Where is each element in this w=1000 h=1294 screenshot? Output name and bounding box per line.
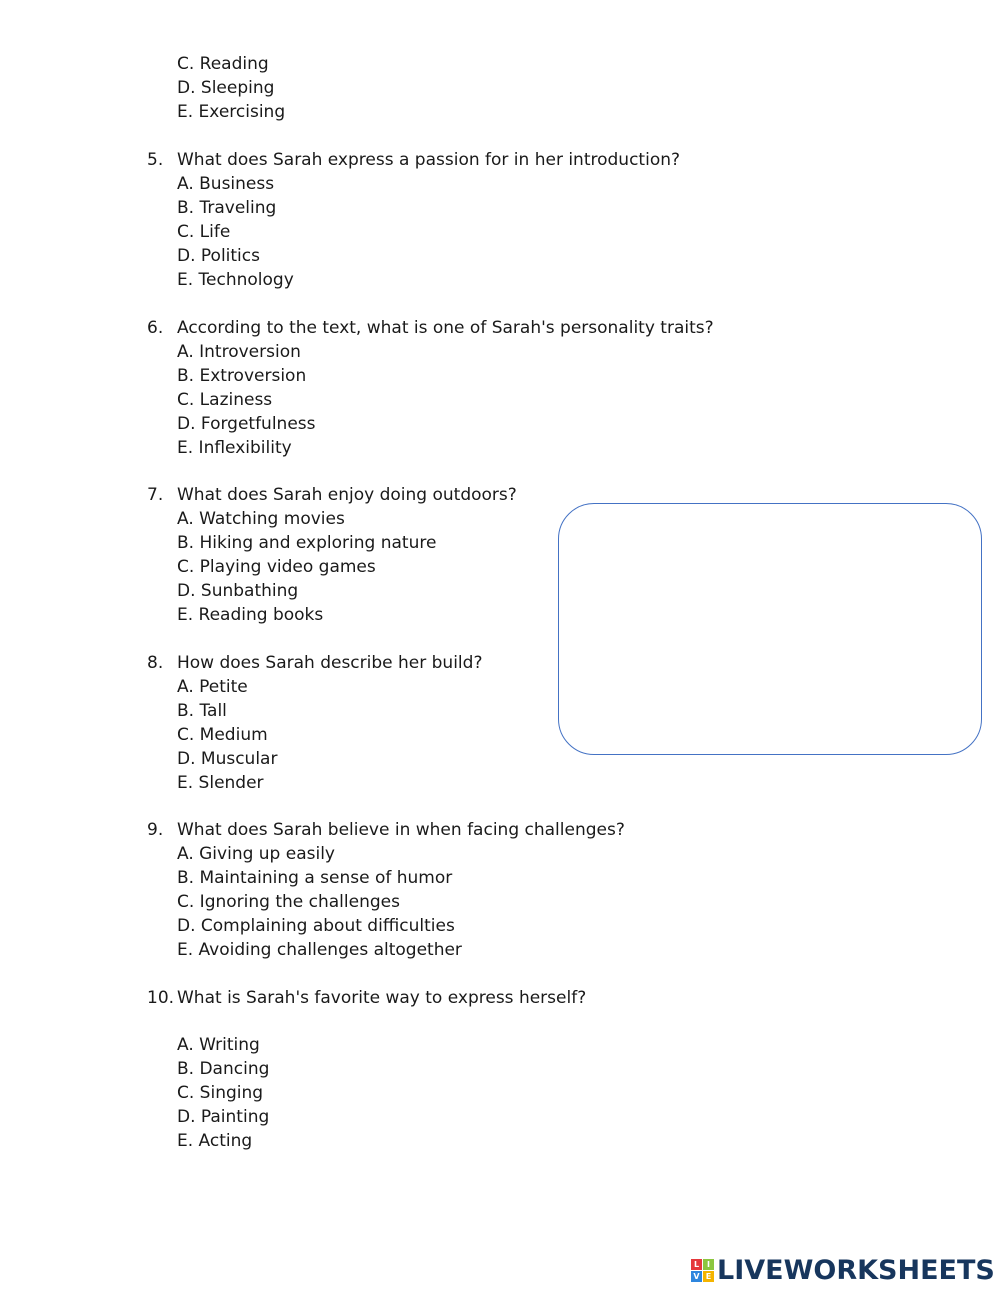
question-text: What does Sarah believe in when facing challenges? — [177, 820, 625, 840]
option-text: E. Slender — [177, 773, 264, 793]
option-text: D. Politics — [177, 246, 260, 266]
option-text: C. Singing — [177, 1083, 264, 1103]
option-text: E. Avoiding challenges altogether — [177, 940, 462, 960]
question-text: What does Sarah enjoy doing outdoors? — [177, 485, 517, 505]
option-text: B. Dancing — [177, 1059, 270, 1079]
option-text: D. Complaining about difficulties — [177, 916, 455, 936]
logo-mark-icon — [691, 1259, 714, 1282]
logo-mark-letter: E — [703, 1271, 714, 1282]
option-text: A. Introversion — [177, 342, 301, 362]
option-text: D. Forgetfulness — [177, 414, 316, 434]
option-text: D. Muscular — [177, 749, 278, 769]
option-text: E. Reading books — [177, 605, 324, 625]
question-text: How does Sarah describe her build? — [177, 653, 483, 673]
option-text: E. Acting — [177, 1131, 253, 1151]
question-text: What does Sarah express a passion for in her introduction? — [177, 150, 681, 170]
option-text: A. Petite — [177, 677, 248, 697]
question-text: According to the text, what is one of Sarah's personality traits? — [177, 318, 714, 338]
option-text: B. Tall — [177, 701, 227, 721]
option-text: D. Sunbathing — [177, 581, 299, 601]
option-text: E. Technology — [177, 270, 294, 290]
question-number: 10. — [147, 988, 175, 1008]
option-text: B. Extroversion — [177, 366, 307, 386]
option-text: A. Giving up easily — [177, 844, 335, 864]
logo-mark-letter: V — [691, 1271, 702, 1282]
option-text: A. Watching movies — [177, 509, 345, 529]
question-number: 5. — [147, 150, 164, 170]
liveworksheets-logo — [691, 1254, 995, 1286]
option-text: E. Inflexibility — [177, 438, 292, 458]
question-text: What is Sarah's favorite way to express herself? — [177, 988, 587, 1008]
answer-box[interactable] — [558, 503, 982, 755]
question-number: 6. — [147, 318, 164, 338]
option-text: D. Painting — [177, 1107, 270, 1127]
question-number: 7. — [147, 485, 164, 505]
option-text: A. Writing — [177, 1035, 260, 1055]
option-text: E. Exercising — [177, 102, 286, 122]
option-text: B. Hiking and exploring nature — [177, 533, 437, 553]
option-text: B. Maintaining a sense of humor — [177, 868, 453, 888]
option-text: C. Playing video games — [177, 557, 376, 577]
option-text: D. Sleeping — [177, 78, 275, 98]
logo-text: LIVEWORKSHEETS — [717, 1254, 995, 1286]
question-number: 8. — [147, 653, 164, 673]
option-text: C. Life — [177, 222, 231, 242]
option-text: C. Ignoring the challenges — [177, 892, 400, 912]
option-text: A. Business — [177, 174, 275, 194]
option-text: C. Medium — [177, 725, 268, 745]
logo-mark-letter: I — [703, 1259, 714, 1270]
option-text: C. Reading — [177, 54, 269, 74]
option-text: B. Traveling — [177, 198, 277, 218]
question-number: 9. — [147, 820, 164, 840]
logo-mark-letter: L — [691, 1259, 702, 1270]
option-text: C. Laziness — [177, 390, 273, 410]
